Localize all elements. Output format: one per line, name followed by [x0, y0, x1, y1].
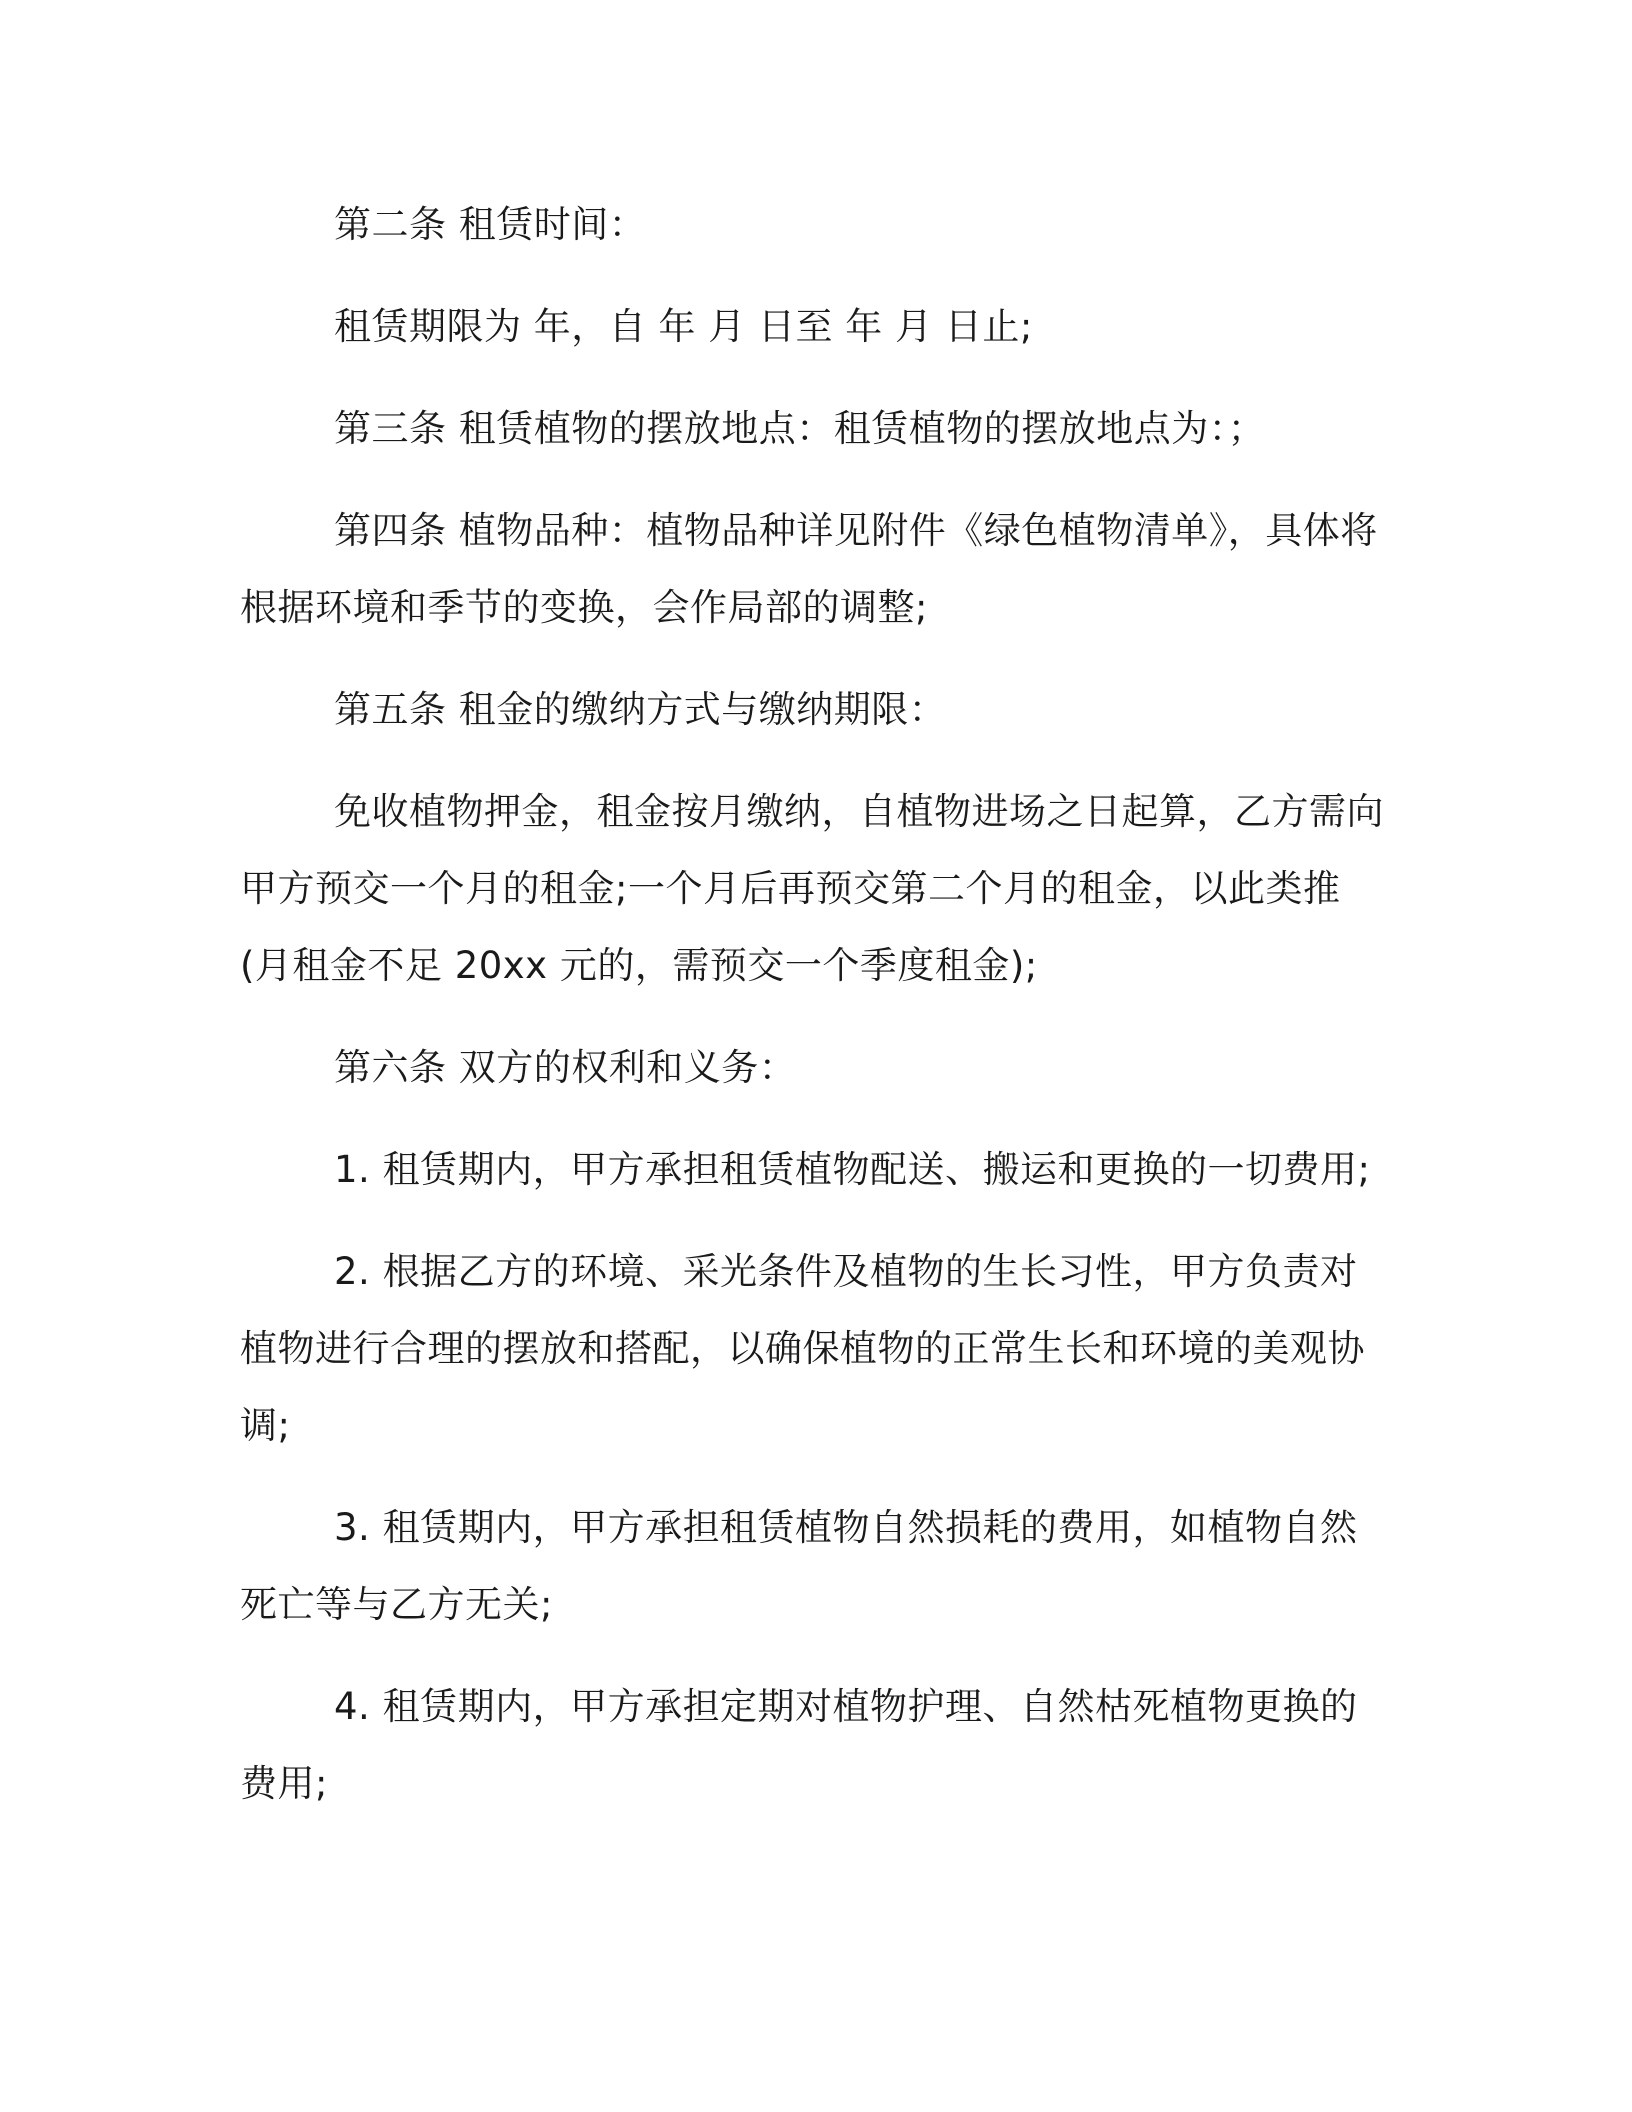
- obligation-item-3: 3. 租赁期内，甲方承担租赁植物自然损耗的费用，如植物自然死亡等与乙方无关;: [240, 1506, 1358, 1626]
- article-2-heading: 第二条 租赁时间：: [334, 203, 647, 246]
- obligation-item-4: 4. 租赁期内，甲方承担定期对植物护理、自然枯死植物更换的费用;: [240, 1685, 1358, 1805]
- article-6-heading: 第六条 双方的权利和义务：: [334, 1046, 797, 1089]
- lease-term-text: 租赁期限为 年，自 年 月 日至 年 月 日止;: [334, 305, 1033, 348]
- obligation-item-1: 1. 租赁期内，甲方承担租赁植物配送、搬运和更换的一切费用;: [334, 1148, 1371, 1191]
- rent-payment-text: 免收植物押金，租金按月缴纳，自植物进场之日起算，乙方需向甲方预交一个月的租金;一个月后再预交第二个月的租金，以此类推(月租金不足 20xx 元的，需预交一个季度租金);: [240, 790, 1384, 987]
- obligation-item-2: 2. 根据乙方的环境、采光条件及植物的生长习性，甲方负责对植物进行合理的摆放和搭配，以确保植物的正常生长和环境的美观协调;: [240, 1250, 1365, 1447]
- article-4-plant-varieties: 第四条 植物品种：植物品种详见附件《绿色植物清单》，具体将根据环境和季节的变换，会作局部的调整;: [240, 509, 1378, 629]
- article-5-heading: 第五条 租金的缴纳方式与缴纳期限：: [334, 688, 947, 731]
- document-body: [240, 186, 1385, 1847]
- article-3-location: 第三条 租赁植物的摆放地点：租赁植物的摆放地点为：；: [334, 407, 1266, 450]
